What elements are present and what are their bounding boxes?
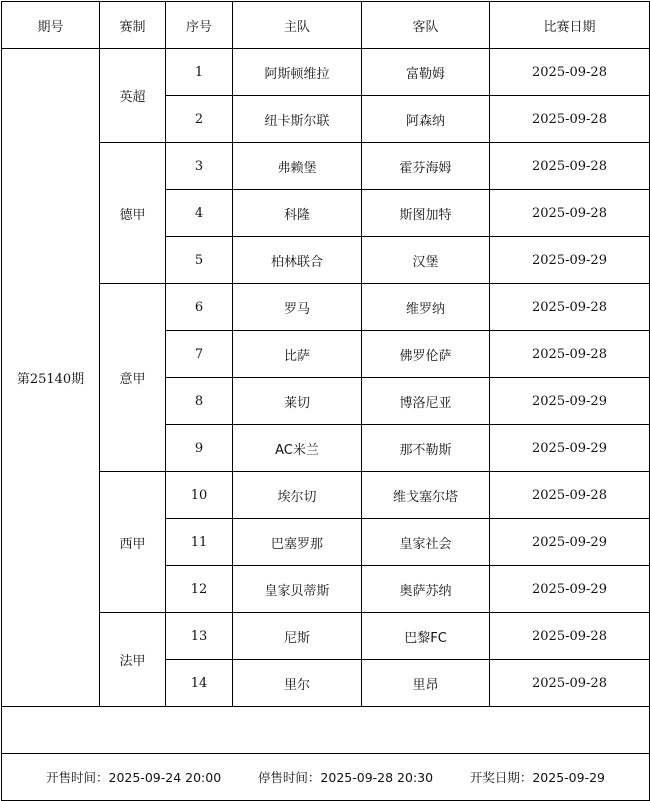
header-date: 比赛日期 bbox=[490, 2, 650, 49]
league-cell: 德甲 bbox=[100, 143, 166, 284]
footer-info bbox=[2, 768, 649, 786]
home-team-cell: 巴塞罗那 bbox=[233, 519, 362, 566]
match-no-cell: 12 bbox=[166, 566, 233, 613]
home-team-cell: 比萨 bbox=[233, 331, 362, 378]
league-cell: 意甲 bbox=[100, 284, 166, 472]
header-no: 序号 bbox=[166, 2, 233, 49]
match-no-cell: 8 bbox=[166, 378, 233, 425]
league-cell: 法甲 bbox=[100, 613, 166, 707]
match-date-cell: 2025-09-28 bbox=[490, 96, 650, 143]
sale-stop-time: 停售时间：2025-09-28 20:30 bbox=[257, 770, 434, 785]
away-team-cell: 维罗纳 bbox=[362, 284, 490, 331]
match-no-cell: 4 bbox=[166, 190, 233, 237]
match-date-cell: 2025-09-28 bbox=[490, 660, 650, 707]
match-date-cell: 2025-09-29 bbox=[490, 566, 650, 613]
match-no-cell: 6 bbox=[166, 284, 233, 331]
match-row bbox=[2, 49, 650, 96]
home-team-cell: 莱切 bbox=[233, 378, 362, 425]
away-team-cell: 富勒姆 bbox=[362, 49, 490, 96]
blank-row bbox=[2, 707, 650, 754]
away-team-cell: 维戈塞尔塔 bbox=[362, 472, 490, 519]
home-team-cell: 罗马 bbox=[233, 284, 362, 331]
match-date-cell: 2025-09-28 bbox=[490, 331, 650, 378]
away-team-cell: 奥萨苏纳 bbox=[362, 566, 490, 613]
match-date-cell: 2025-09-28 bbox=[490, 190, 650, 237]
match-date-cell: 2025-09-29 bbox=[490, 378, 650, 425]
match-row bbox=[2, 284, 650, 331]
away-team-cell: 里昂 bbox=[362, 660, 490, 707]
match-no-cell: 14 bbox=[166, 660, 233, 707]
header-away: 客队 bbox=[362, 2, 490, 49]
sale-start-time: 开售时间：2025-09-24 20:00 bbox=[46, 770, 222, 785]
home-team-cell: 弗赖堡 bbox=[233, 143, 362, 190]
match-row bbox=[2, 472, 650, 519]
draw-date: 开奖日期：2025-09-29 bbox=[469, 770, 605, 785]
header-home: 主队 bbox=[233, 2, 362, 49]
match-no-cell: 3 bbox=[166, 143, 233, 190]
header-row bbox=[2, 2, 650, 49]
away-team-cell: 佛罗伦萨 bbox=[362, 331, 490, 378]
match-no-cell: 2 bbox=[166, 96, 233, 143]
match-no-cell: 13 bbox=[166, 613, 233, 660]
away-team-cell: 汉堡 bbox=[362, 237, 490, 284]
league-cell: 英超 bbox=[100, 49, 166, 143]
match-no-cell: 10 bbox=[166, 472, 233, 519]
home-team-cell: 柏林联合 bbox=[233, 237, 362, 284]
issue-cell: 第25140期 bbox=[2, 49, 100, 707]
away-team-cell: 那不勒斯 bbox=[362, 425, 490, 472]
away-team-cell: 阿森纳 bbox=[362, 96, 490, 143]
away-team-cell: 霍芬海姆 bbox=[362, 143, 490, 190]
footer-row bbox=[2, 754, 650, 801]
match-no-cell: 5 bbox=[166, 237, 233, 284]
match-row bbox=[2, 613, 650, 660]
footer-cell bbox=[2, 754, 650, 801]
home-team-cell: 纽卡斯尔联 bbox=[233, 96, 362, 143]
home-team-cell: 阿斯顿维拉 bbox=[233, 49, 362, 96]
away-team-cell: 斯图加特 bbox=[362, 190, 490, 237]
match-date-cell: 2025-09-29 bbox=[490, 519, 650, 566]
match-date-cell: 2025-09-28 bbox=[490, 472, 650, 519]
home-team-cell: AC米兰 bbox=[233, 425, 362, 472]
home-team-cell: 里尔 bbox=[233, 660, 362, 707]
match-date-cell: 2025-09-28 bbox=[490, 284, 650, 331]
match-date-cell: 2025-09-28 bbox=[490, 49, 650, 96]
match-date-cell: 2025-09-28 bbox=[490, 143, 650, 190]
match-row bbox=[2, 143, 650, 190]
match-date-cell: 2025-09-29 bbox=[490, 237, 650, 284]
home-team-cell: 埃尔切 bbox=[233, 472, 362, 519]
match-body bbox=[2, 49, 650, 707]
league-cell: 西甲 bbox=[100, 472, 166, 613]
match-date-cell: 2025-09-28 bbox=[490, 613, 650, 660]
match-no-cell: 1 bbox=[166, 49, 233, 96]
home-team-cell: 皇家贝蒂斯 bbox=[233, 566, 362, 613]
away-team-cell: 巴黎FC bbox=[362, 613, 490, 660]
header-league: 赛制 bbox=[100, 2, 166, 49]
home-team-cell: 尼斯 bbox=[233, 613, 362, 660]
home-team-cell: 科隆 bbox=[233, 190, 362, 237]
blank-cell bbox=[2, 707, 650, 754]
match-no-cell: 11 bbox=[166, 519, 233, 566]
header-issue: 期号 bbox=[2, 2, 100, 49]
match-no-cell: 9 bbox=[166, 425, 233, 472]
match-date-cell: 2025-09-29 bbox=[490, 425, 650, 472]
match-no-cell: 7 bbox=[166, 331, 233, 378]
away-team-cell: 博洛尼亚 bbox=[362, 378, 490, 425]
away-team-cell: 皇家社会 bbox=[362, 519, 490, 566]
match-schedule-table bbox=[1, 1, 650, 801]
